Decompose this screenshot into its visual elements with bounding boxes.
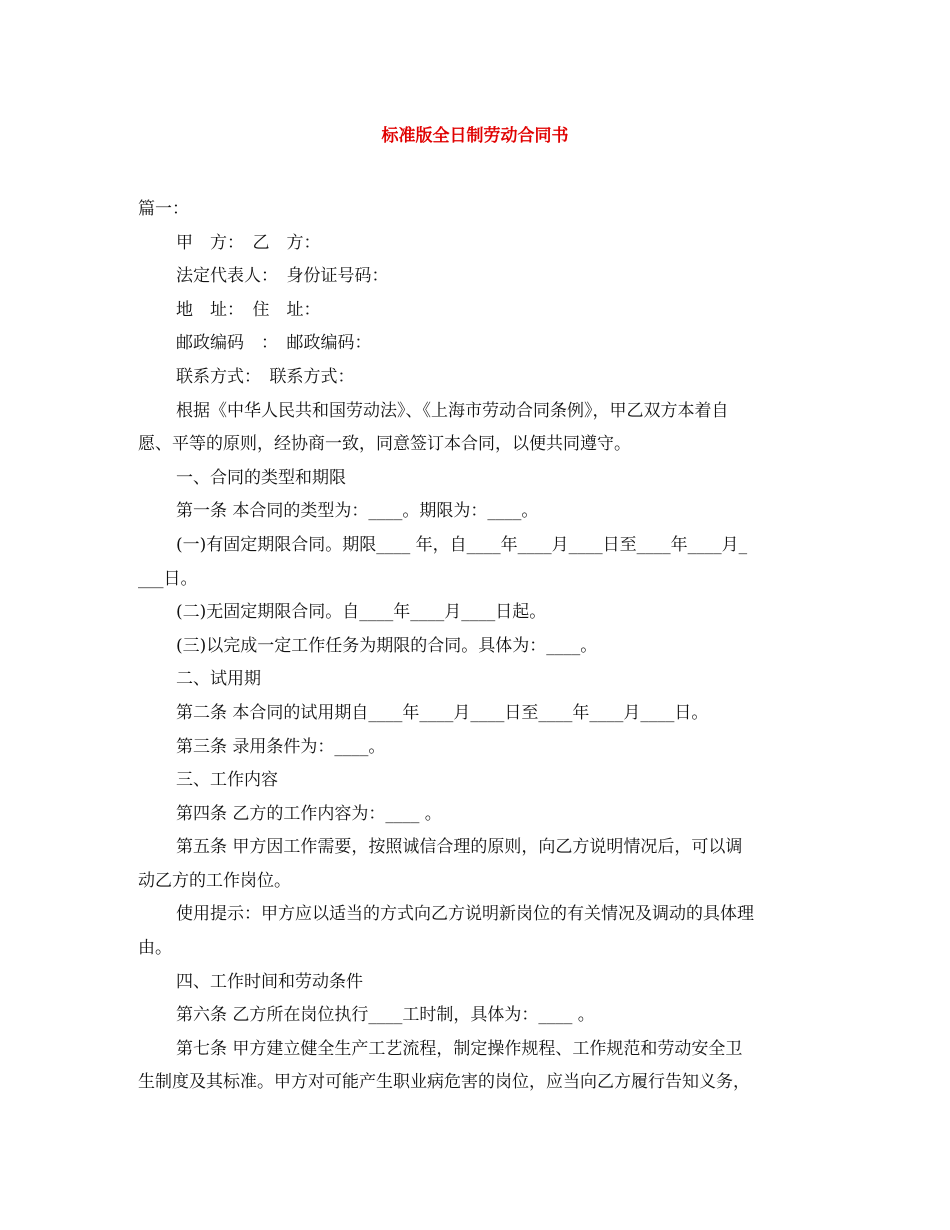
usage-tip-line-2: 由。 bbox=[138, 938, 172, 959]
party-names-line: 甲 方： 乙 方： bbox=[176, 232, 321, 253]
document-body bbox=[138, 193, 814, 1100]
section-label: 篇一： bbox=[138, 199, 189, 219]
address-line: 地 址： 住 址： bbox=[176, 299, 321, 320]
clause-open-term: (二)无固定期限合同。自____年____月____日起。 bbox=[176, 602, 547, 623]
clause-task-term: (三)以完成一定工作任务为期限的合同。具体为：____。 bbox=[176, 635, 598, 656]
clause-fixed-term-line-2: ___日。 bbox=[138, 568, 198, 589]
article-7-line-2: 生制度及其标准。甲方对可能产生职业病危害的岗位，应当向乙方履行告知义务， bbox=[138, 1072, 750, 1093]
document-title: 标准版全日制劳动合同书 bbox=[381, 126, 569, 146]
clause-fixed-term-line-1: (一)有固定期限合同。期限____ 年，自____年____月____日至____年____月_ bbox=[176, 534, 748, 555]
article-2: 第二条 本合同的试用期自____年____月____日至____年____月____日。 bbox=[176, 702, 709, 723]
preamble-line-2: 愿、平等的原则，经协商一致，同意签订本合同，以便共同遵守。 bbox=[138, 434, 631, 455]
representative-line: 法定代表人： 身份证号码： bbox=[176, 266, 389, 287]
article-7-line-1: 第七条 甲方建立健全生产工艺流程，制定操作规程、工作规范和劳动安全卫 bbox=[176, 1038, 743, 1059]
article-5-line-2: 动乙方的工作岗位。 bbox=[138, 870, 291, 891]
article-3: 第三条 录用条件为：____。 bbox=[176, 736, 386, 757]
heading-work-hours: 四、工作时间和劳动条件 bbox=[176, 971, 363, 992]
article-4: 第四条 乙方的工作内容为：____ 。 bbox=[176, 803, 442, 824]
usage-tip-line-1: 使用提示：甲方应以适当的方式向乙方说明新岗位的有关情况及调动的具体理 bbox=[176, 904, 754, 925]
heading-job-content: 三、工作内容 bbox=[176, 770, 278, 791]
contact-line: 联系方式： 联系方式： bbox=[176, 366, 355, 387]
article-1: 第一条 本合同的类型为：____。期限为：____。 bbox=[176, 501, 539, 522]
article-6: 第六条 乙方所在岗位执行____工时制，具体为：____ 。 bbox=[176, 1005, 595, 1026]
preamble-line-1: 根据《中华人民共和国劳动法》、《上海市劳动合同条例》，甲乙双方本着自 bbox=[176, 400, 729, 421]
heading-contract-type: 一、合同的类型和期限 bbox=[176, 467, 346, 488]
heading-probation: 二、试用期 bbox=[176, 669, 261, 690]
article-5-line-1: 第五条 甲方因工作需要，按照诚信合理的原则，向乙方说明情况后，可以调 bbox=[176, 837, 743, 858]
postcode-line: 邮政编码 ： 邮政编码： bbox=[176, 333, 372, 354]
